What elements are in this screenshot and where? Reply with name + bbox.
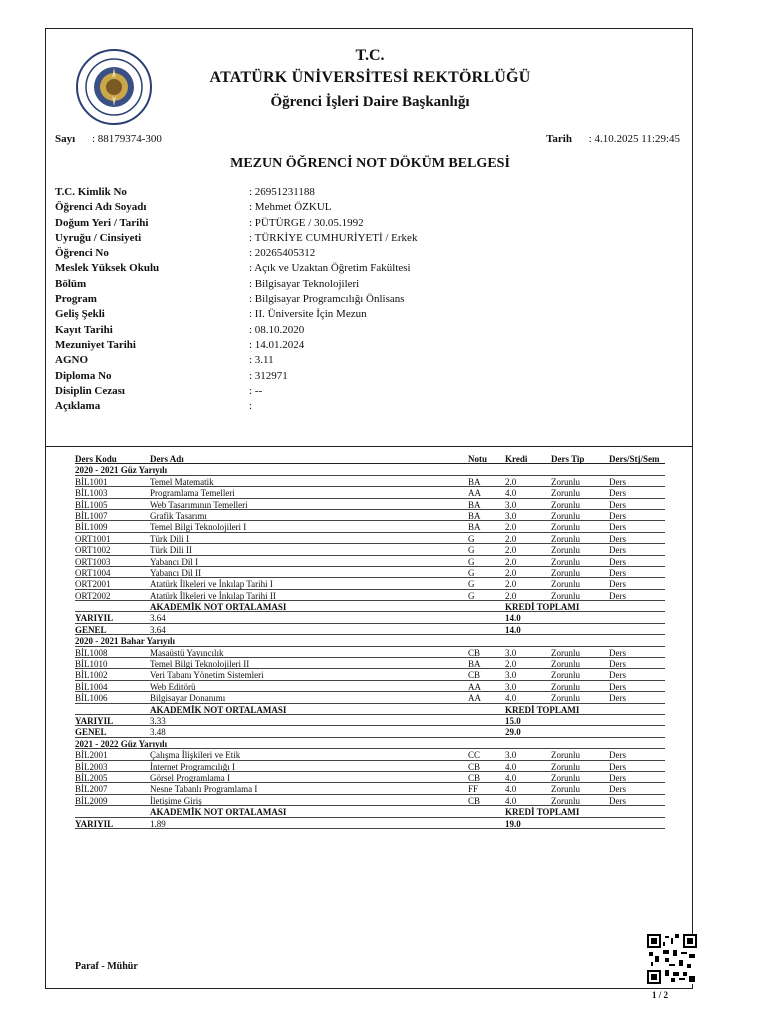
table-row: [75, 761, 665, 772]
course-name: İnternet Programcılığı I: [150, 761, 235, 772]
semester-title: [75, 635, 665, 646]
course-code: ORT1004: [75, 567, 111, 578]
course-name: Yabancı Dil I: [150, 556, 199, 567]
table-row: [75, 533, 665, 544]
semester-title-text: 2021 - 2022 Güz Yarıyılı: [75, 738, 168, 749]
summary-row: [75, 715, 665, 726]
course-grade: AA: [468, 681, 481, 692]
info-value: : II. Üniversite İçin Mezun: [249, 308, 367, 321]
course-code: BİL2001: [75, 750, 108, 761]
info-label: Disiplin Cezası: [55, 384, 125, 397]
summary-ano: 3.64: [150, 624, 166, 635]
course-type: Zorunlu: [551, 476, 580, 487]
course-code: ORT1003: [75, 556, 111, 567]
course-name: Yabancı Dil II: [150, 567, 202, 578]
summary-row: [75, 624, 665, 635]
table-row: [75, 510, 665, 521]
tarih-value: : 4.10.2025 11:29:45: [588, 133, 680, 145]
course-credit: 3.0: [505, 670, 517, 681]
course-grade: G: [468, 533, 475, 544]
info-value: : --: [249, 384, 263, 397]
table-row: [75, 795, 665, 806]
course-name: Temel Bilgi Teknolojileri I: [150, 522, 247, 533]
course-kind: Ders: [609, 533, 626, 544]
summary-ano: 3.33: [150, 715, 166, 726]
course-name: Atatürk İlkeleri ve İnkılap Tarihi I: [150, 579, 273, 590]
th-grade: Notu: [468, 454, 488, 464]
info-value: : Açık ve Uzaktan Öğretim Fakültesi: [249, 262, 411, 275]
info-label: Meslek Yüksek Okulu: [55, 262, 160, 275]
qr-code-icon: [647, 934, 697, 984]
info-label: Açıklama: [55, 400, 101, 413]
course-kind: Ders: [609, 545, 626, 556]
info-value: : 26951231188: [249, 186, 315, 198]
info-label: Öğrenci Adı Soyadı: [55, 201, 147, 214]
course-grade: G: [468, 579, 475, 590]
course-kind: Ders: [609, 476, 626, 487]
course-kind: Ders: [609, 647, 626, 658]
course-kind: Ders: [609, 499, 626, 510]
info-value: :: [249, 400, 253, 413]
credit-total-header: KREDİ TOPLAMI: [505, 704, 580, 715]
info-value: : Bilgisayar Programcılığı Önlisans: [249, 293, 405, 306]
course-grade: CC: [468, 750, 481, 761]
course-name: Temel Bilgi Teknolojileri II: [150, 659, 250, 670]
course-credit: 2.0: [505, 579, 517, 590]
course-kind: Ders: [609, 772, 626, 783]
summary-row: [75, 818, 665, 829]
table-row: [75, 669, 665, 680]
course-type: Zorunlu: [551, 510, 580, 521]
info-label: Doğum Yeri / Tarihi: [55, 216, 149, 229]
info-label: Diploma No: [55, 369, 112, 382]
course-grade: BA: [468, 510, 481, 521]
course-type: Zorunlu: [551, 590, 580, 601]
course-code: BİL1006: [75, 693, 108, 704]
course-code: BİL2003: [75, 761, 108, 772]
transcript-table: [75, 453, 665, 829]
sayi-label: Sayı: [55, 133, 76, 145]
course-kind: Ders: [609, 761, 626, 772]
course-kind: Ders: [609, 659, 626, 670]
course-credit: 2.0: [505, 476, 517, 487]
course-credit: 2.0: [505, 590, 517, 601]
header-department: Öğrenci İşleri Daire Başkanlığı: [270, 94, 470, 110]
course-name: Web Tasarımının Temelleri: [150, 499, 248, 510]
course-code: BİL2007: [75, 784, 108, 795]
course-grade: AA: [468, 488, 481, 499]
course-grade: CB: [468, 795, 481, 806]
course-credit: 2.0: [505, 567, 517, 578]
course-grade: CB: [468, 761, 481, 772]
th-kind: Ders/Stj/Sem: [609, 454, 660, 464]
sayi-field: [55, 133, 162, 145]
table-row: [75, 487, 665, 498]
course-code: BİL1009: [75, 522, 108, 533]
course-credit: 3.0: [505, 750, 517, 761]
divider: [45, 446, 693, 447]
header-university: ATATÜRK ÜNİVERSİTESİ REKTÖRLÜĞÜ: [209, 69, 531, 86]
course-type: Zorunlu: [551, 670, 580, 681]
paraf-muhur: Paraf - Mühür: [75, 961, 138, 972]
course-type: Zorunlu: [551, 579, 580, 590]
course-grade: G: [468, 590, 475, 601]
info-value: : TÜRKİYE CUMHURİYETİ / Erkek: [249, 231, 418, 244]
course-code: ORT2002: [75, 590, 111, 601]
table-row: [75, 567, 665, 578]
table-row: [75, 692, 665, 703]
course-credit: 4.0: [505, 772, 517, 783]
course-credit: 2.0: [505, 556, 517, 567]
course-type: Zorunlu: [551, 499, 580, 510]
course-type: Zorunlu: [551, 681, 580, 692]
semester-title: [75, 464, 665, 475]
table-row: [75, 783, 665, 794]
table-row: [75, 658, 665, 669]
semester-title: [75, 738, 665, 749]
tarih-field: [546, 133, 680, 145]
summary-row: [75, 612, 665, 623]
course-code: ORT1002: [75, 545, 111, 556]
course-kind: Ders: [609, 567, 626, 578]
course-credit: 2.0: [505, 545, 517, 556]
course-code: BİL2005: [75, 772, 108, 783]
course-code: ORT1001: [75, 533, 111, 544]
summary-header: [75, 806, 665, 817]
course-grade: BA: [468, 476, 481, 487]
course-code: BİL2009: [75, 795, 108, 806]
course-name: Web Editörü: [150, 681, 196, 692]
credit-total-header: KREDİ TOPLAMI: [505, 602, 580, 613]
info-label: Bölüm: [55, 277, 87, 290]
info-value: : 14.01.2024: [249, 338, 305, 351]
table-row: [75, 499, 665, 510]
table-row: [75, 556, 665, 567]
course-kind: Ders: [609, 510, 626, 521]
course-name: Bilgisayar Donanımı: [150, 693, 226, 704]
course-kind: Ders: [609, 784, 626, 795]
info-label: Geliş Şekli: [55, 308, 105, 321]
header-tc: T.C.: [355, 47, 385, 64]
info-label: AGNO: [55, 354, 88, 367]
page-number: 1 / 2: [652, 990, 669, 1000]
info-label: Kayıt Tarihi: [55, 323, 113, 336]
summary-label: YARIYIL: [75, 613, 114, 624]
course-credit: 2.0: [505, 659, 517, 670]
course-credit: 2.0: [505, 522, 517, 533]
course-type: Zorunlu: [551, 659, 580, 670]
summary-credit: 14.0: [505, 624, 521, 635]
course-type: Zorunlu: [551, 772, 580, 783]
course-type: Zorunlu: [551, 556, 580, 567]
course-type: Zorunlu: [551, 693, 580, 704]
credit-total-header: KREDİ TOPLAMI: [505, 807, 580, 818]
course-name: Temel Matematik: [150, 476, 214, 487]
course-grade: CB: [468, 772, 481, 783]
info-value: : 08.10.2020: [249, 323, 305, 336]
summary-ano: 1.89: [150, 818, 166, 829]
course-grade: G: [468, 556, 475, 567]
ano-header: AKADEMİK NOT ORTALAMASI: [150, 807, 287, 818]
course-code: BİL1008: [75, 647, 108, 658]
course-credit: 4.0: [505, 795, 517, 806]
course-name: Atatürk İlkeleri ve İnkılap Tarihi II: [150, 590, 276, 601]
course-name: Veri Tabanı Yönetim Sistemleri: [150, 670, 264, 681]
course-name: Nesne Tabanlı Programlama I: [150, 784, 258, 795]
course-kind: Ders: [609, 488, 626, 499]
course-grade: G: [468, 545, 475, 556]
course-grade: FF: [468, 784, 479, 795]
university-seal-logo: [75, 48, 153, 126]
summary-label: YARIYIL: [75, 715, 114, 726]
course-kind: Ders: [609, 681, 626, 692]
tarih-label: Tarih: [546, 133, 572, 145]
course-grade: G: [468, 567, 475, 578]
info-label: T.C. Kimlik No: [55, 186, 127, 198]
course-type: Zorunlu: [551, 488, 580, 499]
info-value: : Bilgisayar Teknolojileri: [249, 277, 360, 290]
course-credit: 4.0: [505, 761, 517, 772]
course-name: Çalışma İlişkileri ve Etik: [150, 750, 241, 761]
course-code: BİL1002: [75, 670, 108, 681]
summary-credit: 15.0: [505, 715, 521, 726]
course-credit: 4.0: [505, 488, 517, 499]
th-credit: Kredi: [505, 454, 528, 464]
course-name: Programlama Temelleri: [150, 488, 235, 499]
course-credit: 3.0: [505, 647, 517, 658]
course-name: Grafik Tasarımı: [150, 510, 207, 521]
summary-row: [75, 726, 665, 737]
ano-header: AKADEMİK NOT ORTALAMASI: [150, 704, 287, 715]
course-code: BİL1010: [75, 659, 108, 670]
course-type: Zorunlu: [551, 567, 580, 578]
course-grade: BA: [468, 499, 481, 510]
table-row: [75, 647, 665, 658]
course-type: Zorunlu: [551, 647, 580, 658]
course-credit: 3.0: [505, 510, 517, 521]
course-code: BİL1004: [75, 681, 108, 692]
course-grade: AA: [468, 693, 481, 704]
summary-credit: 29.0: [505, 727, 521, 738]
course-kind: Ders: [609, 556, 626, 567]
document-title: MEZUN ÖĞRENCİ NOT DÖKÜM BELGESİ: [230, 156, 510, 171]
table-row: [75, 578, 665, 589]
course-name: Masaüstü Yayıncılık: [150, 647, 224, 658]
sayi-value: : 88179374-300: [91, 133, 162, 145]
course-kind: Ders: [609, 693, 626, 704]
course-credit: 2.0: [505, 533, 517, 544]
course-credit: 3.0: [505, 681, 517, 692]
course-name: Türk Dili I: [150, 533, 189, 544]
summary-header: [75, 601, 665, 612]
course-type: Zorunlu: [551, 750, 580, 761]
course-kind: Ders: [609, 590, 626, 601]
info-label: Uyruğu / Cinsiyeti: [55, 231, 142, 244]
course-type: Zorunlu: [551, 533, 580, 544]
semester-title-text: 2020 - 2021 Bahar Yarıyılı: [75, 636, 176, 647]
table-row: [75, 544, 665, 555]
course-kind: Ders: [609, 795, 626, 806]
course-code: BİL1007: [75, 510, 108, 521]
table-row: [75, 590, 665, 601]
summary-credit: 19.0: [505, 818, 521, 829]
summary-label: GENEL: [75, 727, 107, 738]
th-code: Ders Kodu: [75, 454, 117, 464]
course-credit: 4.0: [505, 693, 517, 704]
course-kind: Ders: [609, 750, 626, 761]
th-name: Ders Adı: [150, 454, 184, 464]
course-type: Zorunlu: [551, 545, 580, 556]
summary-ano: 3.48: [150, 727, 166, 738]
info-label: Mezuniyet Tarihi: [55, 338, 136, 351]
summary-header: [75, 704, 665, 715]
course-kind: Ders: [609, 522, 626, 533]
course-code: ORT2001: [75, 579, 111, 590]
table-row: [75, 521, 665, 532]
summary-credit: 14.0: [505, 613, 521, 624]
course-name: İletişime Giriş: [150, 795, 202, 806]
course-type: Zorunlu: [551, 761, 580, 772]
info-value: : 3.11: [249, 354, 274, 367]
course-grade: CB: [468, 670, 481, 681]
course-type: Zorunlu: [551, 784, 580, 795]
course-grade: BA: [468, 522, 481, 533]
table-row: [75, 476, 665, 487]
course-credit: 3.0: [505, 499, 517, 510]
semester-title-text: 2020 - 2021 Güz Yarıyılı: [75, 465, 168, 476]
course-kind: Ders: [609, 670, 626, 681]
info-value: : Mehmet ÖZKUL: [249, 201, 332, 214]
table-header: [75, 453, 665, 464]
course-grade: CB: [468, 647, 481, 658]
course-code: BİL1005: [75, 499, 108, 510]
info-value: : 312971: [249, 369, 288, 382]
table-row: [75, 681, 665, 692]
info-value: : 20265405312: [249, 247, 316, 260]
summary-ano: 3.64: [150, 613, 166, 624]
course-type: Zorunlu: [551, 795, 580, 806]
table-row: [75, 749, 665, 760]
info-value: : PÜTÜRGE / 30.05.1992: [249, 216, 364, 229]
summary-label: YARIYIL: [75, 818, 114, 829]
course-name: Görsel Programlama I: [150, 772, 230, 783]
summary-label: GENEL: [75, 624, 107, 635]
course-name: Türk Dili II: [150, 545, 192, 556]
ano-header: AKADEMİK NOT ORTALAMASI: [150, 602, 287, 613]
table-row: [75, 772, 665, 783]
course-credit: 4.0: [505, 784, 517, 795]
th-type: Ders Tip: [551, 454, 585, 464]
course-code: BİL1001: [75, 476, 108, 487]
course-kind: Ders: [609, 579, 626, 590]
info-label: Program: [55, 293, 97, 306]
course-type: Zorunlu: [551, 522, 580, 533]
course-grade: BA: [468, 659, 481, 670]
course-code: BİL1003: [75, 488, 108, 499]
info-label: Öğrenci No: [55, 247, 109, 260]
